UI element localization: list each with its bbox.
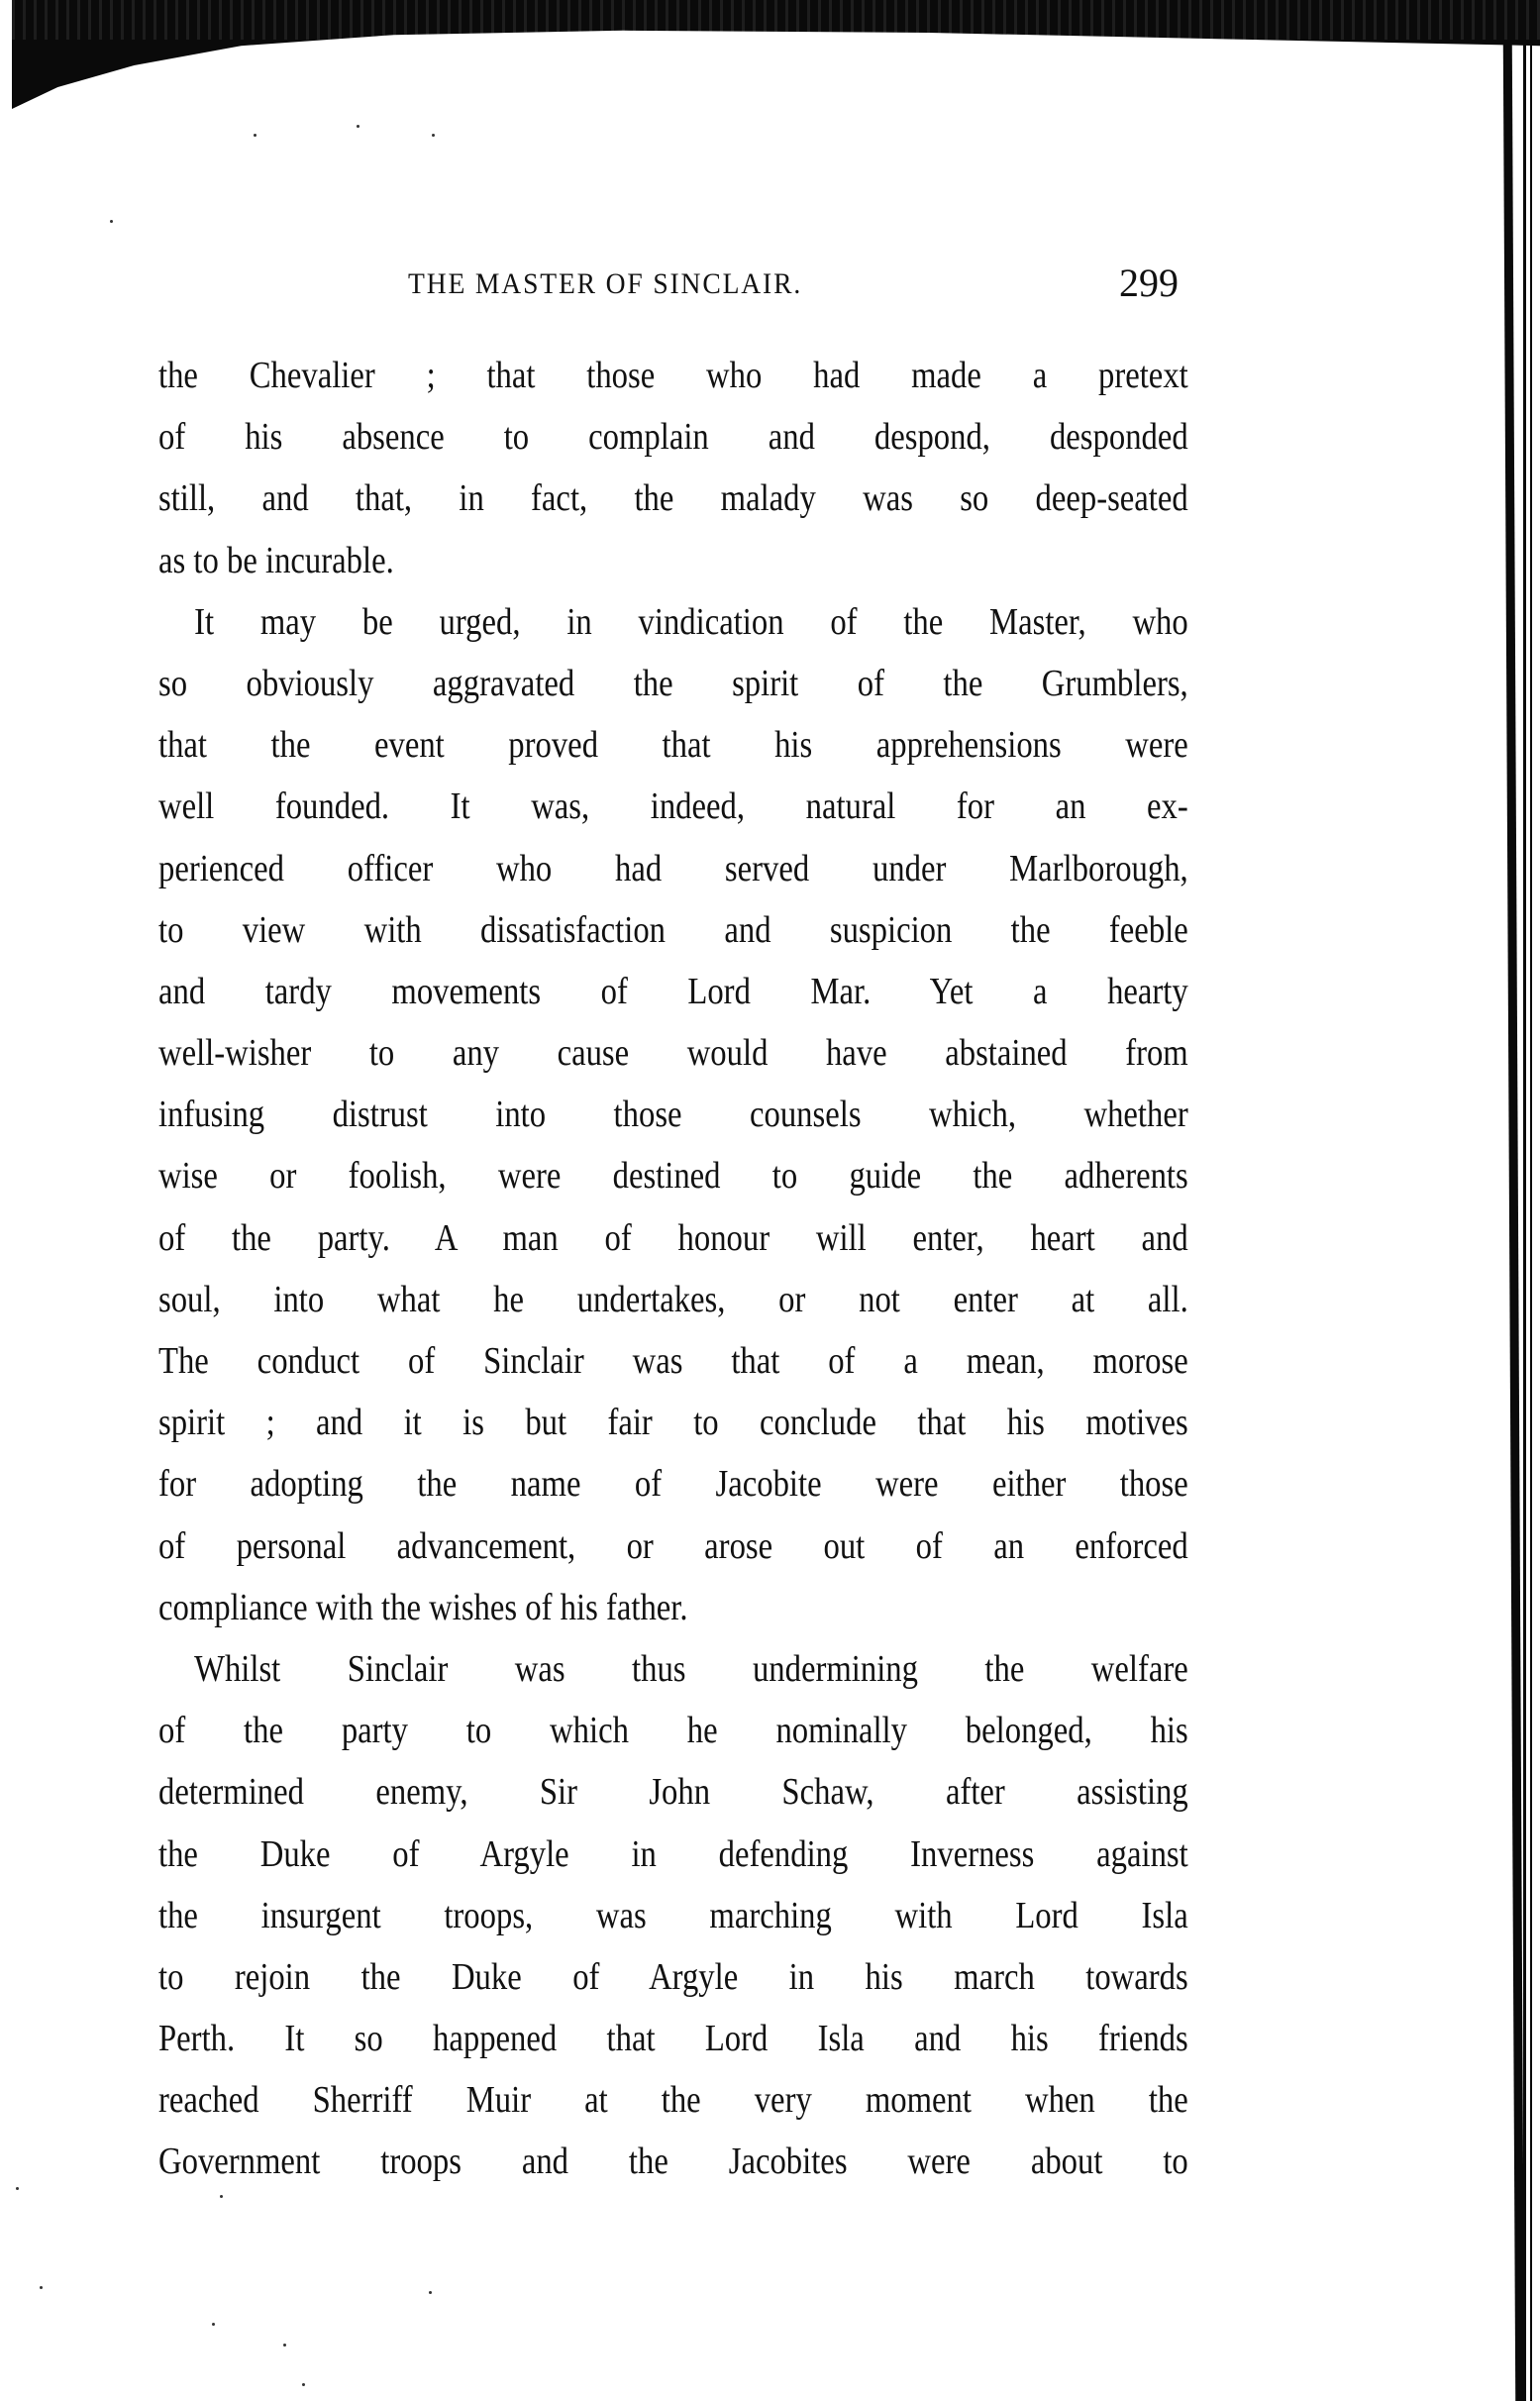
text-line: for adopting the name of Jacobite were either those <box>158 1463 1188 1506</box>
scan-speck <box>429 2291 432 2294</box>
scan-speck <box>40 2286 43 2289</box>
binding-edge <box>1510 40 1540 2401</box>
text-line: to rejoin the Duke of Argyle in his march towards <box>158 1955 1188 1998</box>
text-line: of personal advancement, or arose out of an enforced <box>158 1524 1188 1567</box>
scan-speck <box>110 220 113 223</box>
text-line: the insurgent troops, was marching with Lord Isla <box>158 1894 1188 1936</box>
body-text <box>158 345 1188 2193</box>
paragraph-start-line: It may be urged, in vindication of the Master, who <box>194 600 1188 643</box>
text-line: the Chevalier ; that those who had made a pretext <box>158 355 1188 396</box>
text-line: compliance with the wishes of his father. <box>158 1586 688 1628</box>
text-line: of the party to which he nominally belonged, his <box>158 1710 1188 1752</box>
scan-speck <box>16 2187 19 2190</box>
binding-edge-bar <box>1523 40 1526 2401</box>
text-line: of his absence to complain and despond, desponded <box>158 416 1188 459</box>
text-line: soul, into what he undertakes, or not enter at all. <box>158 1278 1188 1320</box>
scan-noise-top <box>12 0 1540 40</box>
text-line: wise or foolish, were destined to guide the adherents <box>158 1155 1188 1198</box>
text-line: the Duke of Argyle in defending Inverness against <box>158 1832 1188 1875</box>
text-line: that the event proved that his apprehensions were <box>158 724 1188 767</box>
text-line: Perth. It so happened that Lord Isla and his friends <box>158 2018 1188 2060</box>
text-line: determined enemy, Sir John Schaw, after assisting <box>158 1771 1188 1814</box>
text-line: reached Sherriff Muir at the very moment when the <box>158 2079 1188 2122</box>
text-line: infusing distrust into those counsels which, whether <box>158 1094 1188 1136</box>
text-line: as to be incurable. <box>158 539 394 581</box>
scan-speck <box>302 2383 305 2386</box>
text-line: well founded. It was, indeed, natural for an ex- <box>158 785 1188 828</box>
scan-speck <box>432 134 435 137</box>
scan-speck <box>212 2323 215 2326</box>
binding-edge-bar <box>1503 40 1524 2401</box>
scan-speck <box>357 125 359 128</box>
text-line: Government troops and the Jacobites were about to <box>158 2140 1188 2183</box>
running-title: THE MASTER OF SINCLAIR. <box>408 267 803 300</box>
text-line: well-wisher to any cause would have abstained from <box>158 1032 1188 1075</box>
text-line: perienced officer who had served under Marlborough, <box>158 847 1188 889</box>
page-number: 299 <box>1119 261 1179 305</box>
binding-edge-bar <box>1530 40 1532 2401</box>
text-line: still, and that, in fact, the malady was so deep-seated <box>158 477 1188 520</box>
scan-speck <box>283 2344 286 2347</box>
text-line: The conduct of Sinclair was that of a mean, morose <box>158 1340 1188 1382</box>
text-line: so obviously aggravated the spirit of the Grumblers, <box>158 662 1188 704</box>
scan-speck <box>254 134 257 137</box>
text-line: to view with dissatisfaction and suspicion the feeble <box>158 908 1188 951</box>
running-header <box>158 260 1188 309</box>
text-line: spirit ; and it is but fair to conclude that his motives <box>158 1402 1188 1444</box>
text-line: and tardy movements of Lord Mar. Yet a hearty <box>158 970 1188 1012</box>
scan-speck <box>220 2195 223 2198</box>
text-line: of the party. A man of honour will enter, heart and <box>158 1216 1188 1259</box>
paragraph-start-line: Whilst Sinclair was thus undermining the welfare <box>194 1647 1188 1690</box>
